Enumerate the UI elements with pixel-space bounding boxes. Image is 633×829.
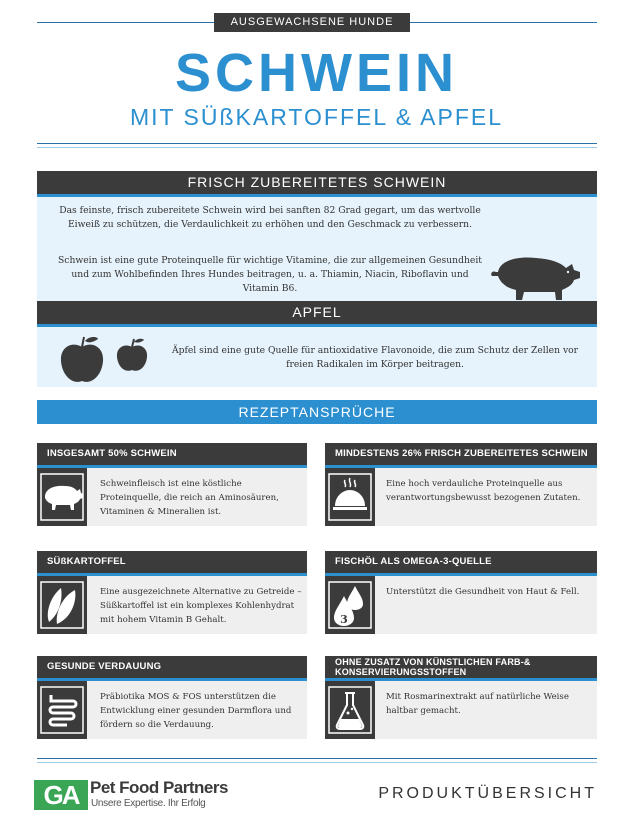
card-text: Mit Rosmarinextrakt auf natürliche Weise haltbar gemacht.	[386, 692, 569, 716]
logo-mark: GA	[34, 780, 88, 810]
pig-icon	[488, 250, 584, 304]
card-title-pork-total: INSGESAMT 50% SCHWEIN	[37, 443, 307, 465]
card-title-fish-oil: FISCHÖL ALS OMEGA-3-QUELLE	[325, 551, 597, 573]
card-icon-box	[37, 576, 87, 634]
brand-name: Pet Food Partners	[90, 778, 228, 797]
flask-icon	[325, 681, 375, 739]
card-text: Präbiotika MOS & FOS unterstützen die Entwicklung einer gesunden Darmflora und fördern so die Verdauung.	[100, 692, 292, 730]
card-text: Eine ausgezeichnete Alternative zu Getreide – Süßkartoffel ist ein komplexes Kohlenhydrat mit hohem Vitamin B Gehalt.	[100, 587, 302, 625]
card-title-no-additives: OHNE ZUSATZ VON KÜNSTLICHEN FARB-& KONSERVIERUNGSSTOFFEN	[325, 656, 597, 678]
card-title-fresh-pork: MINDESTENS 26% FRISCH ZUBEREITETES SCHWEIN	[325, 443, 597, 465]
header-rule-right	[410, 22, 597, 23]
intestine-icon	[37, 681, 87, 739]
footer-rule	[37, 758, 597, 759]
fresh-pork-para2: Schwein ist eine gute Proteinquelle für wichtige Vitamine, die zur allgemeinen Gesundheit und zum Wohlbefinden Ihres Hundes beitragen, u. a. Thiamin, Niacin, Riboflavin und Vitamin B6.	[58, 255, 482, 294]
product-overview-label: PRODUKTÜBERSICHT	[378, 785, 597, 802]
apples-icon	[58, 333, 154, 385]
card-text: Unterstützt die Gesundheit von Haut & Fell.	[386, 587, 580, 597]
apple-heading: APFEL	[37, 301, 597, 324]
page-subtitle: MIT SÜßKARTOFFEL & APFEL	[129, 104, 504, 130]
card-title-digestion: GESUNDE VERDAUUNG	[37, 656, 307, 678]
header-rule-left	[37, 22, 214, 23]
card-title-sweet-potato: SÜßKARTOFFEL	[37, 551, 307, 573]
card-text: Eine hoch verdauliche Proteinquelle aus verantwortungsbewusst bezogenen Zutaten.	[386, 479, 581, 503]
page-title: SCHWEIN	[175, 43, 458, 103]
pig-icon	[37, 468, 87, 526]
card-icon-box	[325, 576, 375, 634]
omega-label: 3	[340, 613, 348, 626]
title-rule-light	[37, 147, 597, 148]
recipe-heading: REZEPTANSPRÜCHE	[37, 400, 597, 424]
category-tag: AUSGEWACHSENE HUNDE	[214, 13, 410, 32]
footer-rule-light	[37, 762, 597, 763]
card-icon-box	[37, 681, 87, 739]
sweet-potato-icon	[37, 576, 87, 634]
apple-text: Äpfel sind eine gute Quelle für antioxidative Flavonoide, die zum Schutz der Zellen vor freien Radikalen im Körper beitragen.	[171, 345, 579, 370]
card-icon-box	[325, 681, 375, 739]
title-rule	[37, 143, 597, 144]
cloche-icon	[325, 468, 375, 526]
oil-drops-icon	[325, 576, 375, 634]
brand-tagline: Unsere Expertise. Ihr Erfolg	[91, 798, 206, 809]
card-icon-box	[37, 468, 87, 526]
card-icon-box	[325, 468, 375, 526]
fresh-pork-para1: Das feinste, frisch zubereitete Schwein wird bei sanften 82 Grad gegart, um das wertvolle Eiweiß zu schützen, die Verdaulichkeit zu erhöhen und den Geschmack zu verbessern.	[59, 205, 481, 230]
fresh-pork-heading: FRISCH ZUBEREITETES SCHWEIN	[37, 171, 597, 194]
card-text: Schweinfleisch ist eine köstliche Proteinquelle, die reich an Aminosäuren, Vitaminen & Mineralien ist.	[100, 479, 279, 517]
